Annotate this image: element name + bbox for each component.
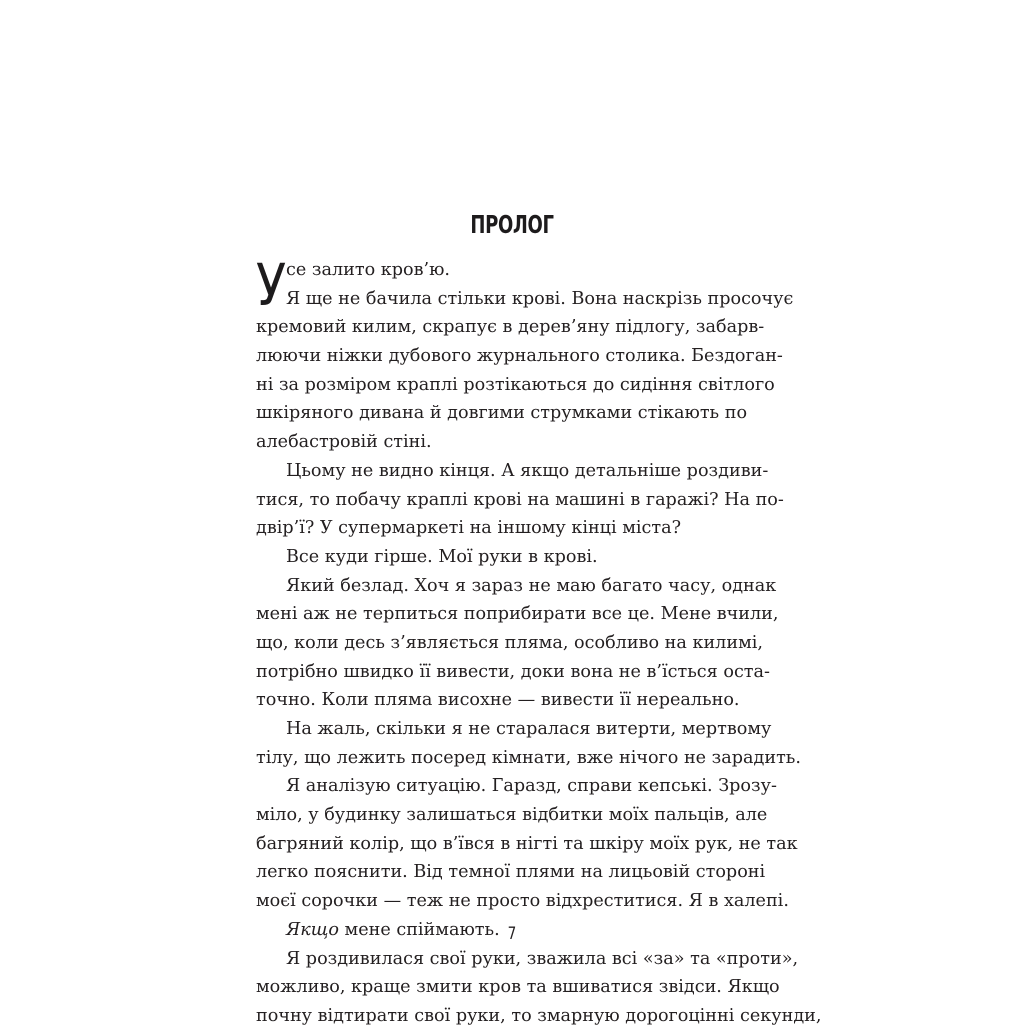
- text-line: Я аналізую ситуацію. Гаразд, справи кепські. Зрозу-: [286, 776, 777, 797]
- text-line: кремовий килим, скрапує в дерев’яну підлогу, забарв-: [256, 317, 765, 338]
- text-line: легко пояснити. Від темної плями на лицьовій стороні: [256, 862, 766, 883]
- text-line: точно. Коли пляма висохне — вивести її нереально.: [256, 690, 740, 711]
- text-line: се залито кров’ю.: [286, 260, 451, 280]
- text-line: мені аж не терпиться поприбирати все це. Мене вчили,: [256, 604, 779, 625]
- chapter-body: [256, 251, 822, 1031]
- drop-cap: У: [256, 251, 287, 319]
- text-line: Цьому не видно кінця. А якщо детальніше роздиви-: [286, 460, 769, 481]
- text-line: алебастровій стіні.: [256, 432, 432, 453]
- text-line: можливо, краще змити кров та вшиватися звідси. Якщо: [256, 977, 780, 998]
- text-line: На жаль, скільки я не старалася витерти, мертвому: [286, 719, 772, 739]
- text-line: ні за розміром краплі розтікаються до сидіння світлого: [256, 374, 775, 395]
- text-line: Я ще не бачила стільки крові. Вона наскрізь просочує: [286, 288, 794, 309]
- chapter-title: ПРОЛОГ: [470, 210, 554, 239]
- emphasis-text: Якщо: [286, 919, 339, 940]
- text-line: моєї сорочки — теж не просто відхреститися. Я в халепі.: [256, 891, 789, 912]
- text-line: тися, то побачу краплі крові на машині в гаражі? На по-: [256, 489, 784, 510]
- text-segment: мене спіймають.: [338, 919, 500, 940]
- text-line: Який безлад. Хоч я зараз не маю багато часу, однак: [286, 575, 777, 596]
- text-line: Я роздивилася свої руки, зважила всі «за» та «проти»,: [286, 948, 799, 969]
- text-line: міло, у будинку залишаться відбитки моїх пальців, але: [256, 805, 768, 826]
- page-number: 7: [507, 924, 517, 944]
- text-line: багряний колір, що в’ївся в нігті та шкіру моїх рук, не так: [256, 833, 798, 854]
- text-line: що, коли десь з’являється пляма, особливо на килимі,: [256, 632, 763, 653]
- text-line: Все куди гірше. Мої руки в крові.: [286, 546, 598, 567]
- text-line: двір’ї? У супермаркеті на іншому кінці міста?: [256, 518, 682, 539]
- text-line: тілу, що лежить посеред кімнати, вже нічого не зарадить.: [256, 747, 801, 768]
- text-line: люючи ніжки дубового журнального столика. Бездоган-: [256, 346, 783, 367]
- text-line: почну відтирати свої руки, то змарную дорогоцінні секунди,: [256, 1005, 822, 1026]
- text-line: потрібно швидко її вивести, доки вона не в’їсться оста-: [256, 661, 770, 682]
- text-line: шкіряного дивана й довгими струмками стікають по: [256, 403, 748, 424]
